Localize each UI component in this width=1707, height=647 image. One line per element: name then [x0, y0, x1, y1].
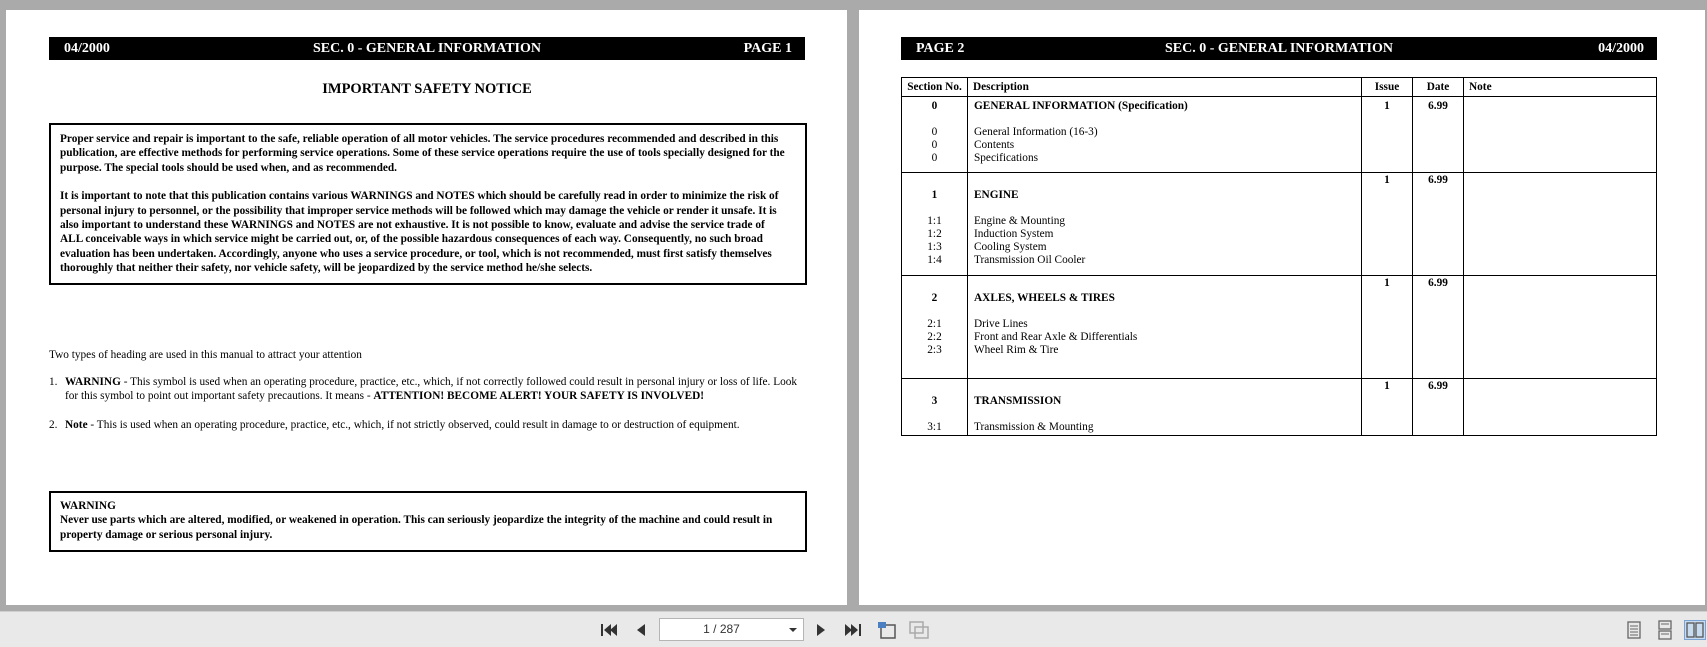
section-number: 1: [931, 189, 938, 201]
list-number: 1.: [49, 376, 58, 388]
header-page-number: PAGE 2: [916, 41, 965, 56]
date-cell: 6.99: [1413, 173, 1464, 276]
two-page-view-button[interactable]: [1684, 620, 1706, 640]
item-number: 2:1: [927, 318, 942, 330]
header-section-title: SEC. 0 - GENERAL INFORMATION: [312, 41, 542, 56]
note-term: Note: [65, 419, 88, 431]
list-number: 2.: [49, 419, 58, 431]
date-cell: 6.99: [1413, 97, 1464, 173]
item-description: Transmission Oil Cooler: [974, 254, 1086, 266]
continuous-view-button[interactable]: [1654, 620, 1676, 640]
item-description: Wheel Rim & Tire: [974, 344, 1059, 356]
table-row: [902, 97, 1657, 173]
note-cell: [1464, 173, 1657, 276]
prev-page-icon: [634, 622, 648, 638]
list-item-warning: [49, 376, 809, 403]
warning-emphasis: ATTENTION! BECOME ALERT! YOUR SAFETY IS INVOLVED!: [373, 389, 705, 402]
prev-page-button[interactable]: [630, 620, 652, 640]
column-header-issue: Issue: [1362, 78, 1413, 97]
warning-text: Never use parts which are altered, modified, or weakened in operation. This can seriously jeopardize the integrity of the machine and could result in property damage or serious personal injury.: [60, 514, 773, 541]
header-section-title: SEC. 0 - GENERAL INFORMATION: [1164, 41, 1394, 56]
page-indicator: 1 / 287: [703, 622, 740, 636]
issue-cell: 1: [1362, 379, 1413, 436]
next-page-button[interactable]: [810, 620, 832, 640]
table-row: [902, 173, 1657, 276]
document-page-2: [859, 10, 1705, 605]
continuous-view-icon: [1656, 620, 1674, 640]
safety-paragraph-1: Proper service and repair is important to the safe, reliable operation of all motor vehicles. The service procedures recommended and described in this publication, are effective methods for performing service operations. Some of these service operations require the use of tools specially designed for the purpose. The special tools should be used when, and as recommended.: [60, 133, 785, 174]
item-number: 0: [931, 126, 938, 138]
note-cell: [1464, 97, 1657, 173]
section-number: 3: [931, 395, 938, 407]
item-number: 0: [931, 152, 938, 164]
safety-notice-title: IMPORTANT SAFETY NOTICE: [322, 81, 532, 97]
item-description: Contents: [974, 139, 1015, 151]
issue-cell: 1: [1362, 173, 1413, 276]
item-number: 1:2: [927, 228, 942, 240]
first-page-button[interactable]: [598, 620, 620, 640]
warning-box: [49, 491, 807, 552]
warning-title: WARNING: [60, 500, 116, 512]
heading-types-intro: Two types of heading are used in this manual to attract your attention: [49, 349, 362, 361]
list-item-note: [49, 419, 809, 433]
fit-page-icon: [876, 620, 898, 640]
item-description: Induction System: [974, 228, 1054, 240]
item-number: 2:2: [927, 331, 942, 343]
section-title: ENGINE: [974, 189, 1019, 201]
header-date: 04/2000: [1598, 41, 1644, 56]
first-page-icon: [600, 622, 618, 638]
header-page-number: PAGE 1: [743, 41, 792, 56]
note-cell: [1464, 379, 1657, 436]
item-description: Front and Rear Axle & Differentials: [974, 331, 1138, 343]
next-page-icon: [814, 622, 828, 638]
column-header-description: Description: [968, 78, 1362, 97]
note-description: - This is used when an operating procedure, practice, etc., which, if not strictly observed, could result in damage to or destruction of equipment.: [87, 419, 740, 431]
single-page-view-button[interactable]: [1623, 620, 1645, 640]
single-page-view-icon: [1625, 620, 1643, 640]
note-cell: [1464, 276, 1657, 379]
date-cell: 6.99: [1413, 379, 1464, 436]
warning-term: WARNING: [65, 376, 121, 388]
two-page-view-icon: [1686, 621, 1704, 639]
table-row: [902, 276, 1657, 379]
section-title: TRANSMISSION: [974, 395, 1062, 407]
warning-description: - This symbol is used when an operating procedure, practice, etc., which, if not correctly followed could result in personal injury or loss of life. Look for this symbol to point out important safety precautions. It means -: [65, 376, 798, 402]
section-title: AXLES, WHEELS & TIRES: [974, 292, 1115, 304]
item-number: 1:1: [927, 215, 942, 227]
item-description: Engine & Mounting: [974, 215, 1065, 227]
item-description: Specifications: [974, 152, 1038, 164]
issue-cell: 1: [1362, 276, 1413, 379]
item-number: 3:1: [927, 421, 942, 433]
issue-cell: 1: [1362, 97, 1413, 173]
item-description: Transmission & Mounting: [974, 421, 1094, 433]
fit-width-button[interactable]: [908, 620, 930, 640]
section-number: 0: [931, 100, 938, 112]
item-description: Cooling System: [974, 241, 1047, 253]
table-row: [902, 379, 1657, 436]
last-page-icon: [844, 622, 862, 638]
item-description: Drive Lines: [974, 318, 1028, 330]
page-header: [901, 37, 1657, 60]
chevron-down-icon[interactable]: [789, 628, 797, 632]
date-cell: 6.99: [1413, 276, 1464, 379]
viewer-toolbar: [0, 611, 1707, 647]
column-header-note: Note: [1464, 78, 1657, 97]
contents-table: [901, 77, 1657, 436]
item-description: General Information (16-3): [974, 126, 1098, 138]
fit-width-icon: [908, 620, 930, 640]
item-number: 1:4: [927, 254, 942, 266]
safety-paragraph-2: It is important to note that this publication contains various WARNINGS and NOTES which should be carefully read in order to minimize the risk of personal injury to personnel, or the possibility that improper service methods will be followed which may damage the vehicle or render it unsafe. It is also important to understand these WARNINGS and NOTES are not exhaustive. It is not possible to know, evaluate and advise the service trade of: [60, 190, 779, 232]
document-page-1: [6, 10, 847, 605]
item-number: 2:3: [927, 344, 942, 356]
section-title: GENERAL INFORMATION (Specification): [974, 100, 1188, 112]
header-date: 04/2000: [64, 41, 110, 56]
safety-paragraph-3: ALL conceivable ways in which service might be carried out, or, of the possible hazardous consequences of each way. Consequently, no such broad evaluation has been undertaken. Accordingly, anyone who uses a service procedure, or tool, which is not recommended, must first satisfy themselves thoroughly that neither their safety, nor vehicle safety, will be jeopardized by the service method he/she selects.: [60, 233, 772, 275]
item-number: 1:3: [927, 241, 942, 253]
safety-notice-box: [49, 123, 807, 285]
table-header-row: [902, 78, 1657, 97]
section-number: 2: [931, 292, 938, 304]
page-number-input[interactable]: [659, 618, 804, 641]
column-header-section-no: Section No.: [902, 78, 968, 97]
page-header: [49, 37, 805, 60]
column-header-date: Date: [1413, 78, 1464, 97]
fit-page-button[interactable]: [876, 620, 898, 640]
item-number: 0: [931, 139, 938, 151]
last-page-button[interactable]: [842, 620, 864, 640]
